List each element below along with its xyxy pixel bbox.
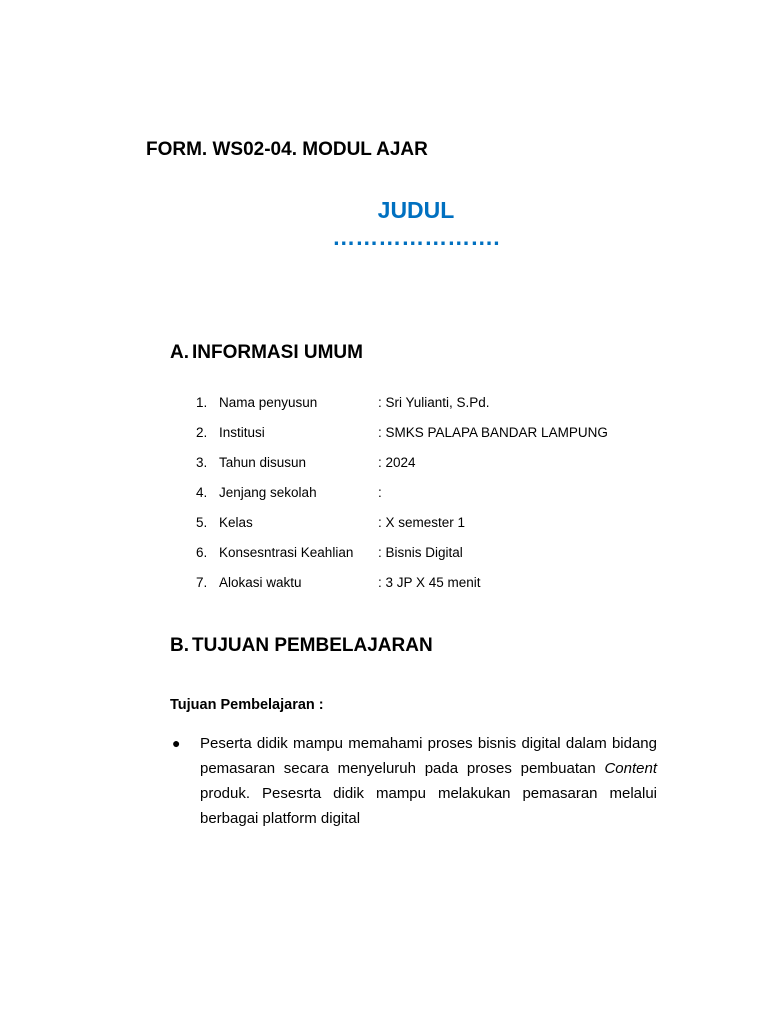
section-a-heading bbox=[170, 342, 363, 364]
info-item-label: Tahun disusun bbox=[219, 455, 307, 470]
info-item bbox=[196, 394, 608, 424]
info-item-label: Konsesntrasi Keahlian bbox=[219, 545, 354, 560]
bullet-icon: ● bbox=[172, 735, 181, 751]
learning-objectives-subheading: Tujuan Pembelajaran : bbox=[170, 697, 324, 713]
info-item-label: Alokasi waktu bbox=[219, 575, 302, 590]
info-item-number: 4. bbox=[196, 485, 208, 500]
info-item bbox=[196, 574, 608, 604]
general-info-list bbox=[196, 394, 608, 604]
document-title: JUDUL bbox=[377, 197, 455, 223]
info-item-label: Institusi bbox=[219, 425, 265, 440]
objective-text-part-2: produk. Pesesrta didik mampu melakukan pemasaran melalui berbagai platform digital bbox=[200, 785, 657, 827]
form-code: FORM. WS02-04. MODUL AJAR bbox=[146, 139, 428, 160]
info-item-number: 1. bbox=[196, 395, 208, 410]
info-item-label: Nama penyusun bbox=[219, 395, 318, 410]
objective-text-part-1: Peserta didik mampu memahami proses bisnis digital dalam bidang pemasaran secara menyeluruh pada proses pembuatan bbox=[200, 735, 657, 777]
info-item bbox=[196, 544, 608, 574]
info-item-value: : 2024 bbox=[378, 455, 416, 470]
objective-text-italic: Content bbox=[604, 760, 657, 777]
document-title-block bbox=[0, 196, 768, 250]
info-item-value: : X semester 1 bbox=[378, 515, 466, 530]
title-placeholder: …………………. bbox=[332, 224, 500, 250]
info-item-value: : bbox=[378, 485, 382, 500]
info-item-number: 2. bbox=[196, 425, 208, 440]
info-item-value: : SMKS PALAPA BANDAR LAMPUNG bbox=[378, 425, 608, 440]
info-item-number: 5. bbox=[196, 515, 208, 530]
learning-objective-text bbox=[200, 731, 657, 831]
section-b-title: TUJUAN PEMBELAJARAN bbox=[192, 635, 433, 656]
section-a-title: INFORMASI UMUM bbox=[192, 342, 363, 363]
info-item-label: Jenjang sekolah bbox=[219, 485, 317, 500]
info-item-value: : Sri Yulianti, S.Pd. bbox=[378, 395, 490, 410]
info-item-number: 6. bbox=[196, 545, 208, 560]
info-item bbox=[196, 454, 608, 484]
info-item-value: : 3 JP X 45 menit bbox=[378, 575, 481, 590]
info-item bbox=[196, 514, 608, 544]
section-b-letter: B. bbox=[170, 635, 189, 656]
learning-objective-item bbox=[172, 731, 658, 831]
section-b-heading bbox=[170, 635, 433, 657]
info-item-number: 3. bbox=[196, 455, 208, 470]
info-item-number: 7. bbox=[196, 575, 208, 590]
info-item bbox=[196, 484, 608, 514]
section-a-letter: A. bbox=[170, 342, 189, 363]
info-item bbox=[196, 424, 608, 454]
info-item-label: Kelas bbox=[219, 515, 253, 530]
info-item-value: : Bisnis Digital bbox=[378, 545, 463, 560]
